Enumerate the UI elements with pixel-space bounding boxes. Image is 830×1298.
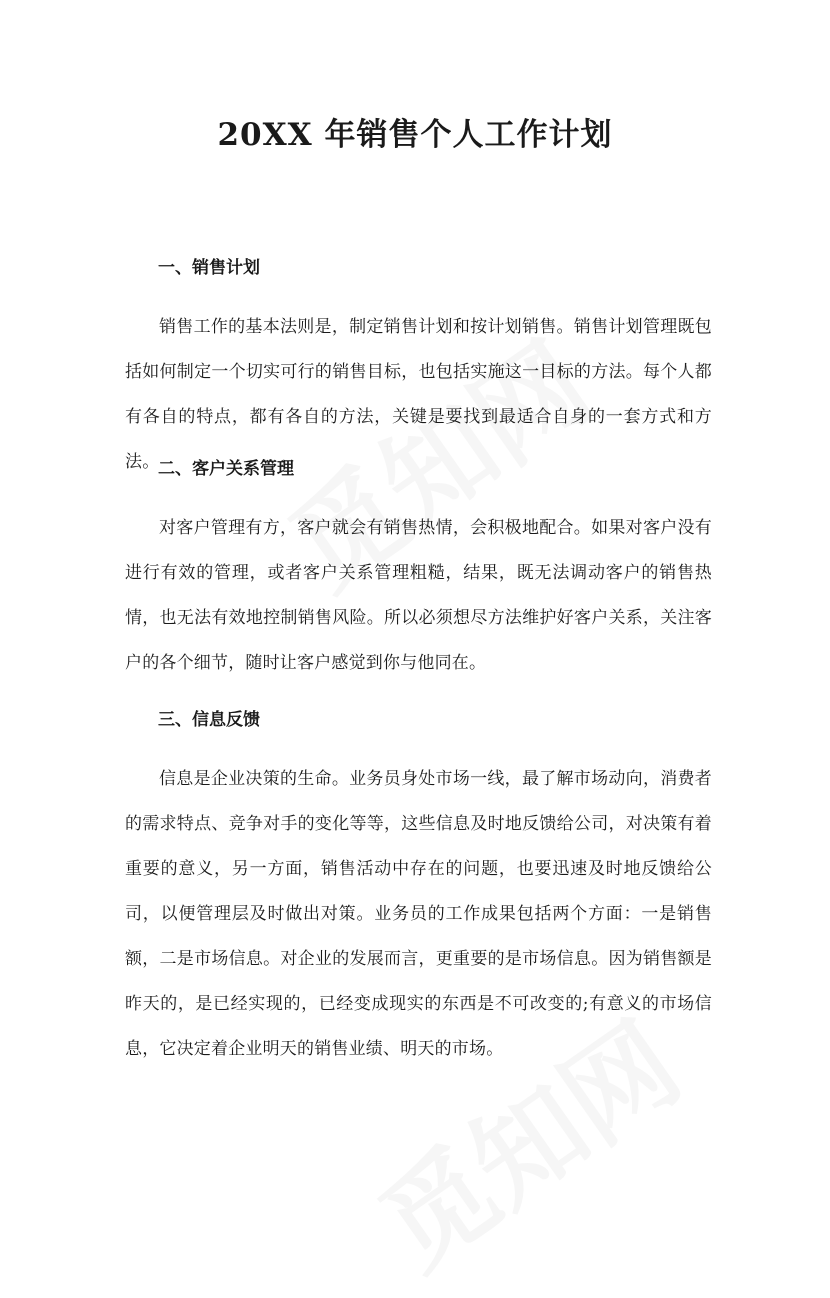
section-heading-sales-plan: 一、销售计划 xyxy=(158,258,260,278)
section-body-customer-relations: 对客户管理有方，客户就会有销售热情，会积极地配合。如果对客户没有进行有效的管理，或者客户关系管理粗糙，结果，既无法调动客户的销售热情，也无法有效地控制销售风险。所以必须想尽方法维护好客户关系，关注客户的各个细节，随时让客户感觉到你与他同在。 xyxy=(125,518,712,673)
section-body-sales-plan: 销售工作的基本法则是，制定销售计划和按计划销售。销售计划管理既包括如何制定一个切实可行的销售目标，也包括实施这一目标的方法。每个人都有各自的特点，都有各自的方法，关键是要找到最适合自身的一套方式和方法。 xyxy=(125,317,712,472)
section-heading-information-feedback: 三、信息反馈 xyxy=(158,710,260,730)
document-title: 20XX 年销售个人工作计划 xyxy=(217,117,613,153)
section-body-information-feedback: 信息是企业决策的生命。业务员身处市场一线，最了解市场动向，消费者的需求特点、竞争对手的变化等等，这些信息及时地反馈给公司，对决策有着重要的意义，另一方面，销售活动中存在的问题，也要迅速及时地反馈给公司，以便管理层及时做出对策。业务员的工作成果包括两个方面：一是销售额，二是市场信息。对企业的发展而言，更重要的是市场信息。因为销售额是昨天的，是已经实现的，已经变成现实的东西是不可改变的;有意义的市场信息，它决定着企业明天的销售业绩、明天的市场。 xyxy=(125,769,712,1059)
section-heading-customer-relations: 二、客户关系管理 xyxy=(158,459,294,479)
